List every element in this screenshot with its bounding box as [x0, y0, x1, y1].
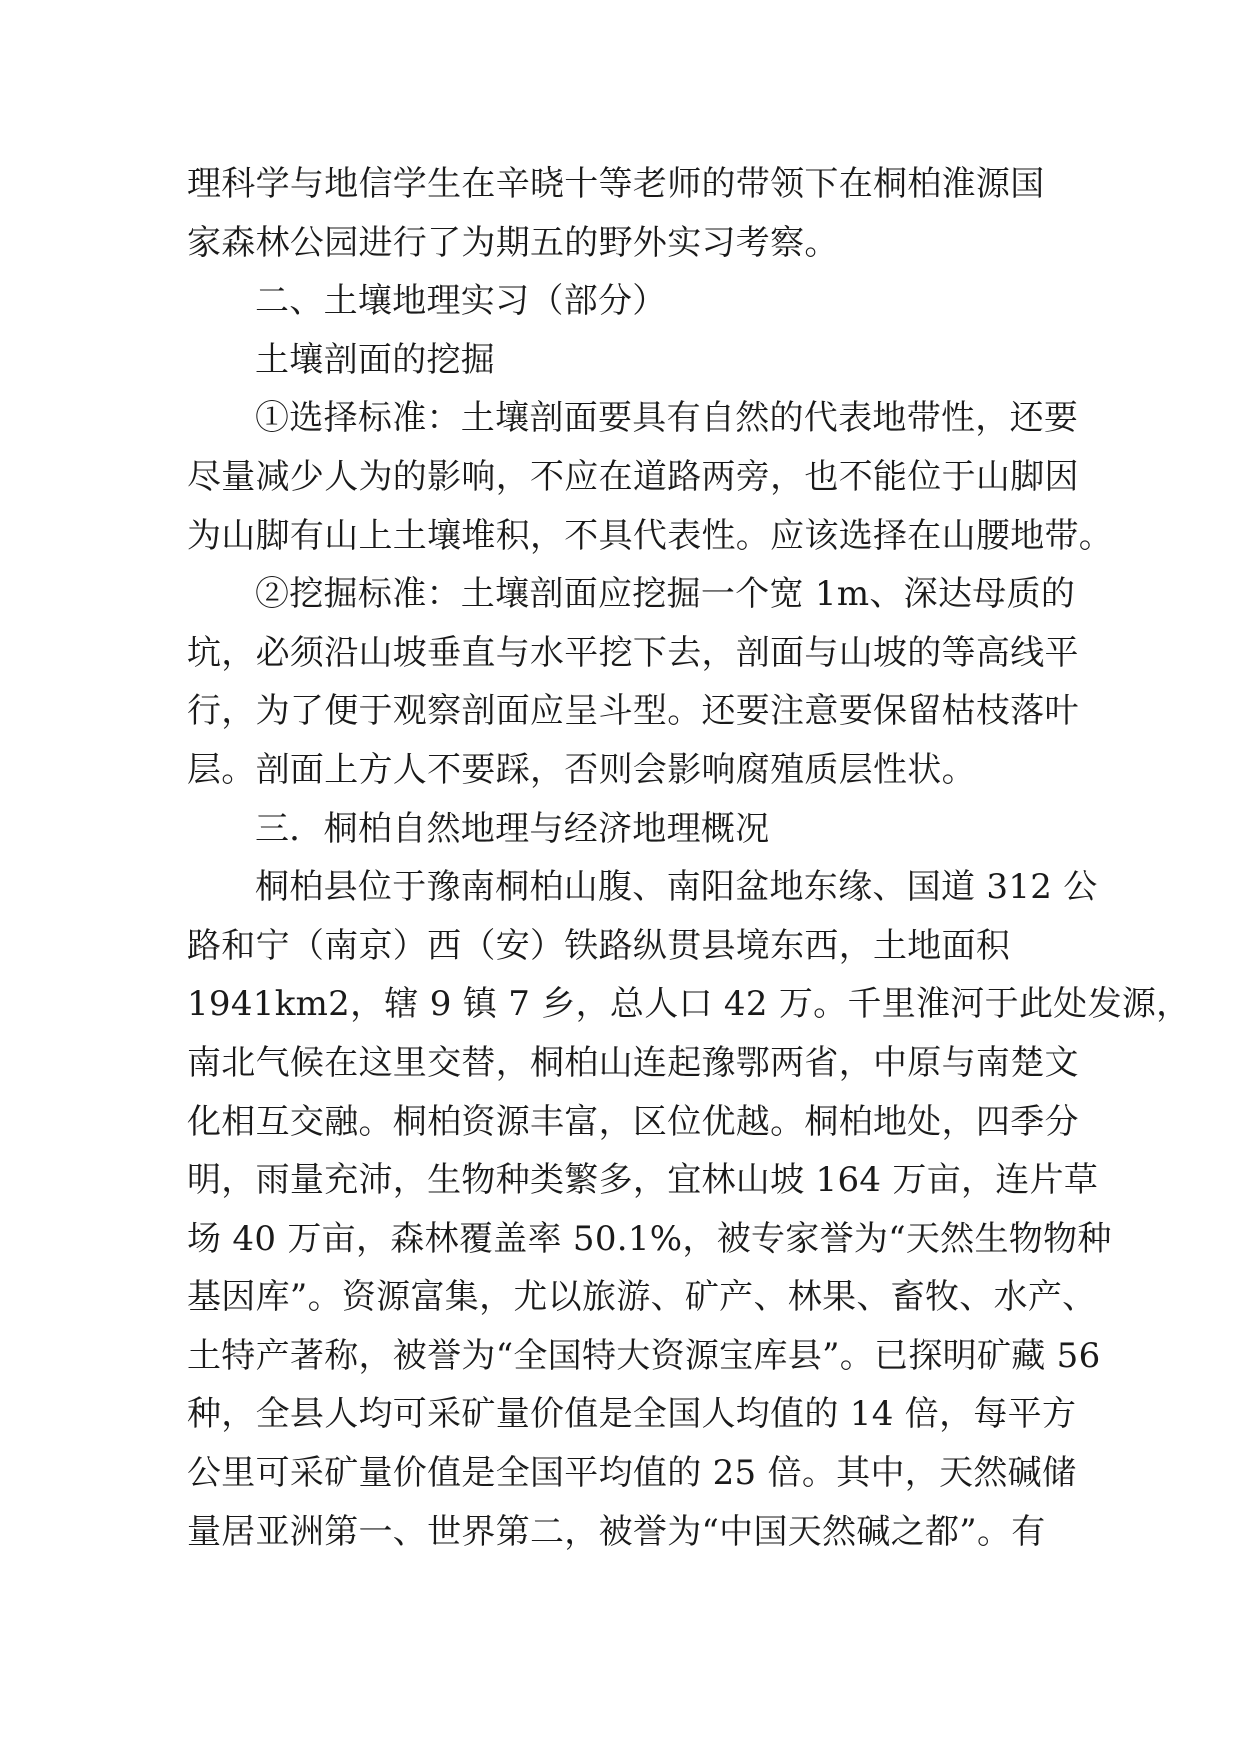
text-line-15: 1941km2，辖 9 镇 7 乡，总人口 42 万。千里淮河于此处发源，	[187, 984, 1191, 1025]
text-line-11: 层。剖面上方人不要踩，否则会影响腐殖质层性状。	[187, 749, 976, 790]
text-line-19: 场 40 万亩，森林覆盖率 50.1%，被专家誉为“天然生物物种	[187, 1218, 1112, 1259]
section-heading-tongbai: 三．桐柏自然地理与经济地理概况	[255, 808, 770, 849]
text-line-2: 家森林公园进行了为期五的野外实习考察。	[187, 222, 839, 263]
text-line-1: 理科学与地信学生在辛晓十等老师的带领下在桐柏淮源国	[187, 164, 1045, 204]
text-line-23: 公里可采矿量价值是全国平均值的 25 倍。其中，天然碱储	[187, 1453, 1077, 1494]
text-line-5: ①选择标准：土壤剖面要具有自然的代表地带性，还要	[255, 398, 1079, 439]
subheading-soil-profile: 土壤剖面的挖掘	[255, 339, 496, 380]
text-line-14: 路和宁（南京）西（安）铁路纵贯县境东西，土地面积	[187, 925, 1011, 966]
text-line-10: 行，为了便于观察剖面应呈斗型。还要注意要保留枯枝落叶	[187, 691, 1079, 732]
text-line-17: 化相互交融。桐柏资源丰富，区位优越。桐柏地处，四季分	[187, 1101, 1079, 1142]
text-line-9: 坑，必须沿山坡垂直与水平挖下去，剖面与山坡的等高线平	[187, 632, 1079, 673]
text-line-8: ②挖掘标准：土壤剖面应挖掘一个宽 1m、深达母质的	[255, 574, 1076, 615]
body-text	[187, 155, 1191, 1561]
text-line-20: 基因库”。资源富集，尤以旅游、矿产、林果、畜牧、水产、	[187, 1277, 1097, 1318]
text-line-21: 土特产著称，被誉为“全国特大资源宝库县”。已探明矿藏 56	[187, 1335, 1101, 1376]
text-line-16: 南北气候在这里交替，桐柏山连起豫鄂两省，中原与南楚文	[187, 1042, 1079, 1083]
text-line-24: 量居亚洲第一、世界第二，被誉为“中国天然碱之都”。有	[187, 1511, 1046, 1552]
text-line-18: 明，雨量充沛，生物种类繁多，宜林山坡 164 万亩，连片草	[187, 1160, 1099, 1201]
section-heading-soil: 二、土壤地理实习（部分）	[255, 281, 667, 322]
text-line-22: 种，全县人均可采矿量价值是全国人均值的 14 倍，每平方	[187, 1394, 1077, 1435]
text-line-13: 桐柏县位于豫南桐柏山腹、南阳盆地东缘、国道 312 公	[255, 867, 1098, 908]
text-line-6: 尽量减少人为的影响，不应在道路两旁，也不能位于山脚因	[187, 456, 1079, 497]
text-line-7: 为山脚有山上土壤堆积，不具代表性。应该选择在山腰地带。	[187, 515, 1114, 556]
